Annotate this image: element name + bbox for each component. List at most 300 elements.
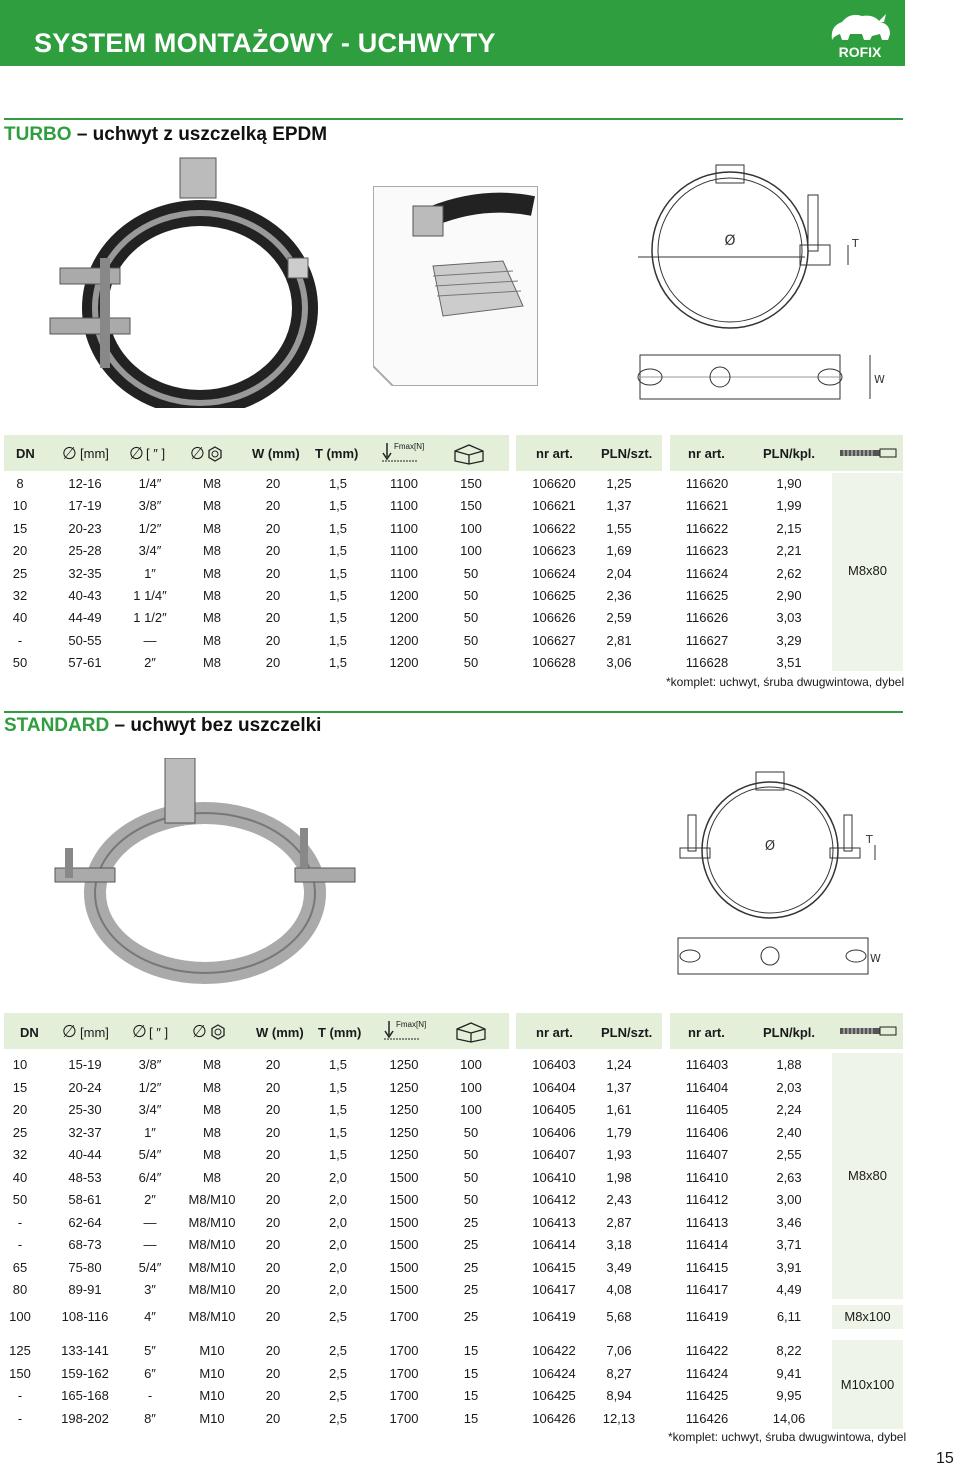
table-cell: 15	[463, 1410, 479, 1426]
table-cell: 2,59	[606, 610, 632, 626]
col-fmax: Fmax[N]	[396, 1020, 427, 1029]
table-cell: 20	[12, 1102, 28, 1117]
table-cell: 20	[265, 1309, 281, 1324]
table-cell: 50	[463, 1147, 479, 1162]
table-cell: 1,5	[328, 655, 348, 671]
table-cell: M8	[202, 1169, 222, 1185]
box-icon	[455, 1021, 487, 1043]
table-cell: 106414	[532, 1237, 576, 1252]
table-cell: M8	[202, 1079, 222, 1095]
table-cell: 100	[460, 1079, 482, 1095]
table-cell: 1/2″	[138, 1079, 162, 1095]
table-cell: 100	[460, 1102, 482, 1117]
table-cell: 3″	[144, 1282, 156, 1297]
standard-technical-drawing	[670, 770, 895, 980]
table-cell: 116407	[685, 1147, 729, 1162]
table-cell: 106622	[532, 520, 576, 536]
turbo-subtitle: – uchwyt z uszczelką EPDM	[71, 124, 328, 145]
table-cell: 1,69	[606, 543, 632, 559]
table-cell: 9,41	[776, 1365, 802, 1381]
table-cell: 15	[463, 1388, 479, 1403]
table-cell: M8/M10	[188, 1237, 236, 1252]
turbo-section-title	[4, 124, 327, 146]
table-cell: 20	[265, 655, 281, 671]
table-cell: 100	[460, 520, 482, 536]
table-cell: 1,61	[606, 1102, 632, 1117]
table-cell: 2,15	[776, 520, 802, 536]
col-w: W (mm)	[252, 446, 300, 461]
table-cell: 116404	[685, 1079, 729, 1095]
table-cell: 1,5	[328, 498, 348, 514]
standard-screw-label-3: M10x100	[840, 1377, 895, 1392]
table-cell: 1200	[389, 588, 419, 603]
table-cell: 89-91	[68, 1282, 102, 1297]
table-cell: 1 1/2″	[133, 610, 167, 626]
table-cell: M8	[202, 655, 222, 671]
col-w: W (mm)	[256, 1025, 304, 1040]
table-cell: 1700	[389, 1309, 419, 1324]
table-cell: 3/8″	[138, 1057, 162, 1072]
table-cell: M8	[202, 632, 222, 648]
table-cell: 25-30	[68, 1102, 102, 1117]
table-cell: -	[17, 632, 23, 648]
table-cell: 2,24	[776, 1102, 802, 1117]
table-cell: 25	[12, 1124, 28, 1140]
table-cell: 2,5	[328, 1410, 348, 1426]
turbo-note: *komplet: uchwyt, śruba dwugwintowa, dybel	[666, 675, 905, 689]
table-cell: 1500	[389, 1259, 419, 1275]
table-cell: 20	[265, 1237, 281, 1252]
table-cell: 1200	[389, 632, 419, 648]
table-cell: 159-162	[61, 1365, 109, 1381]
table-cell: 106425	[532, 1388, 576, 1403]
table-cell: 1100	[390, 543, 418, 559]
table-cell: 3,51	[776, 655, 802, 671]
page-number: 15	[936, 1450, 954, 1467]
table-cell: 20	[265, 498, 281, 514]
table-cell: 1,98	[606, 1169, 632, 1185]
table-cell: 20	[265, 565, 281, 581]
table-cell: 20	[265, 610, 281, 626]
table-cell: 1250	[389, 1102, 419, 1117]
table-cell: 100	[460, 543, 482, 559]
table-cell: M8/M10	[188, 1192, 236, 1207]
col-art: nr art.	[536, 1025, 573, 1040]
standard-clamp-photo	[45, 758, 375, 988]
table-cell: 12-16	[68, 476, 102, 491]
diameter-icon: ∅	[62, 1022, 77, 1041]
page-header	[0, 0, 905, 66]
table-cell: 133-141	[61, 1343, 109, 1358]
table-cell: 106413	[532, 1214, 576, 1230]
table-cell: 116415	[685, 1259, 729, 1275]
table-cell: 150	[460, 498, 482, 514]
table-cell: 116620	[685, 476, 729, 491]
table-cell: 8,27	[606, 1365, 632, 1381]
table-cell: 116406	[685, 1124, 729, 1140]
table-cell: 150	[460, 476, 482, 491]
table-cell: 1,55	[606, 520, 632, 536]
table-cell: 116419	[685, 1309, 729, 1324]
table-cell: 14,06	[772, 1410, 806, 1426]
table-cell: 3/4″	[138, 543, 162, 559]
table-cell: —	[143, 1237, 157, 1252]
table-cell: M8	[202, 498, 222, 514]
table-cell: 1,5	[328, 632, 348, 648]
diameter-icon: ∅	[132, 1022, 147, 1041]
table-cell: 1,99	[776, 498, 802, 514]
col-mm: [mm]	[80, 1025, 109, 1040]
table-cell: 100	[460, 1057, 482, 1072]
col-art: nr art.	[536, 446, 573, 461]
table-cell: 8,22	[776, 1343, 802, 1358]
table-cell: 20	[265, 588, 281, 603]
table-cell: 106410	[532, 1169, 576, 1185]
table-cell: M8	[202, 1124, 222, 1140]
col-art-kpl: nr art.	[688, 1025, 725, 1040]
table-cell: 32-37	[68, 1124, 102, 1140]
table-cell: 1700	[389, 1410, 419, 1426]
table-cell: 65	[12, 1259, 28, 1275]
table-cell: 2,04	[606, 565, 632, 581]
col-inch: [ ″ ]	[149, 1025, 169, 1040]
table-cell: 1250	[389, 1124, 419, 1140]
svg-text:Ø: Ø	[764, 839, 776, 854]
table-cell: 20	[265, 1343, 281, 1358]
table-cell: 9,95	[776, 1388, 802, 1403]
table-cell: 2,87	[606, 1214, 632, 1230]
table-cell: 50	[463, 588, 479, 603]
table-cell: 25	[463, 1309, 479, 1324]
table-cell: 3,46	[776, 1214, 802, 1230]
table-cell: 48-53	[68, 1169, 102, 1185]
table-cell: 1,90	[776, 476, 802, 491]
table-cell: 1,5	[328, 520, 348, 536]
table-cell: 25	[463, 1237, 479, 1252]
table-cell: 15	[463, 1343, 479, 1358]
table-cell: 116410	[685, 1169, 729, 1185]
table-cell: 50	[463, 1192, 479, 1207]
svg-text:T: T	[866, 833, 873, 846]
table-cell: 2,62	[776, 565, 802, 581]
table-cell: 50	[463, 1169, 479, 1185]
table-cell: 50	[463, 655, 479, 671]
page-title: SYSTEM MONTAŻOWY - UCHWYTY	[34, 28, 496, 58]
table-cell: 2,81	[606, 632, 632, 648]
table-cell: 106403	[532, 1057, 576, 1072]
table-cell: 3,06	[606, 655, 632, 671]
table-cell: M8/M10	[188, 1214, 236, 1230]
table-cell: 165-168	[61, 1388, 109, 1403]
table-cell: 1,79	[606, 1124, 632, 1140]
table-cell: 1,5	[328, 1124, 348, 1140]
table-cell: 1/2″	[138, 520, 162, 536]
table-cell: 2,43	[606, 1192, 632, 1207]
table-cell: 20	[265, 543, 281, 559]
table-cell: M8/M10	[188, 1309, 236, 1324]
table-cell: 116622	[685, 520, 729, 536]
turbo-technical-drawing	[630, 155, 895, 410]
table-cell: 6,11	[776, 1309, 802, 1324]
table-cell: 8,94	[606, 1388, 632, 1403]
table-cell: 1250	[389, 1147, 419, 1162]
table-cell: 1100	[390, 476, 418, 491]
table-cell: M10	[199, 1365, 225, 1381]
table-cell: 68-73	[68, 1237, 102, 1252]
table-cell: M8	[202, 476, 222, 491]
table-cell: 1,93	[606, 1147, 632, 1162]
table-cell: 10	[12, 498, 28, 514]
table-cell: 50	[463, 565, 479, 581]
col-pln-szt: PLN/szt.	[601, 1025, 653, 1040]
diameter-icon: ∅	[192, 1022, 207, 1041]
standard-subtitle: – uchwyt bez uszczelki	[109, 715, 322, 736]
svg-text:T: T	[852, 237, 859, 250]
table-cell: M10	[199, 1388, 225, 1403]
nut-icon	[207, 446, 223, 462]
table-cell: 1″	[144, 1124, 156, 1140]
table-cell: 2,36	[606, 588, 632, 603]
standard-note: *komplet: uchwyt, śruba dwugwintowa, dybel	[668, 1430, 907, 1444]
table-cell: 25-28	[68, 543, 102, 559]
table-cell: 116413	[685, 1214, 729, 1230]
table-cell: 5/4″	[138, 1259, 162, 1275]
table-cell: 106422	[532, 1343, 576, 1358]
table-cell: 1700	[389, 1388, 419, 1403]
table-cell: 4″	[144, 1309, 156, 1324]
table-cell: 1100	[390, 498, 418, 514]
table-cell: 3,49	[606, 1259, 632, 1275]
table-cell: 50	[12, 1192, 28, 1207]
table-cell: 116403	[685, 1057, 729, 1072]
table-cell: 50-55	[68, 632, 102, 648]
table-cell: 62-64	[68, 1214, 102, 1230]
col-dn: DN	[20, 1025, 39, 1040]
table-cell: 2,40	[776, 1124, 802, 1140]
table-cell: 1250	[389, 1057, 419, 1072]
table-cell: 116414	[685, 1237, 729, 1252]
col-fmax: Fmax[N]	[394, 442, 425, 451]
table-cell: 5″	[144, 1343, 156, 1358]
table-cell: 100	[9, 1309, 31, 1324]
svg-text:W: W	[874, 373, 885, 386]
table-cell: 20-24	[68, 1079, 102, 1095]
table-cell: 15	[463, 1365, 479, 1381]
col-t: T (mm)	[315, 446, 359, 461]
table-cell: 2,0	[328, 1282, 348, 1297]
table-cell: 1,37	[606, 1079, 632, 1095]
table-cell: M8/M10	[188, 1282, 236, 1297]
col-mm: [mm]	[80, 446, 109, 461]
table-cell: 1100	[390, 565, 418, 581]
table-cell: M8	[202, 610, 222, 626]
table-cell: 106415	[532, 1259, 576, 1275]
table-cell: 15-19	[68, 1057, 102, 1072]
standard-section-title	[4, 715, 321, 737]
table-cell: 50	[463, 1124, 479, 1140]
table-cell: 20	[265, 1169, 281, 1185]
table-cell: 8	[16, 476, 24, 491]
table-cell: 2,0	[328, 1259, 348, 1275]
table-cell: 106626	[532, 610, 576, 626]
svg-text:Ø: Ø	[724, 233, 736, 249]
standard-screw-label-2: M8x100	[844, 1309, 891, 1324]
table-cell: M8	[202, 1102, 222, 1117]
table-cell: 20-23	[68, 520, 102, 536]
table-cell: M8	[202, 565, 222, 581]
table-cell: 106406	[532, 1124, 576, 1140]
screw-icon	[838, 447, 898, 459]
table-cell: 1700	[389, 1343, 419, 1358]
table-cell: 116417	[685, 1282, 729, 1297]
table-cell: 1,5	[328, 1057, 348, 1072]
table-cell: —	[143, 1214, 157, 1230]
table-cell: 125	[9, 1343, 31, 1358]
col-dn: DN	[16, 446, 35, 461]
table-cell: 10	[12, 1057, 28, 1072]
table-cell: 3,91	[776, 1259, 802, 1275]
table-cell: 32	[12, 1147, 28, 1162]
table-cell: 1,37	[606, 498, 632, 514]
table-cell: 3,03	[776, 610, 802, 626]
table-cell: 32	[12, 588, 28, 603]
table-cell: 116426	[685, 1410, 729, 1426]
table-cell: 80	[12, 1282, 28, 1297]
table-cell: 1,5	[328, 1079, 348, 1095]
table-cell: 2,63	[776, 1169, 802, 1185]
turbo-detail-photo	[373, 186, 538, 386]
section-divider	[4, 711, 903, 713]
table-cell: M10	[199, 1343, 225, 1358]
table-cell: 106417	[532, 1282, 576, 1297]
table-cell: 106412	[532, 1192, 576, 1207]
table-cell: 2,0	[328, 1169, 348, 1185]
col-art-kpl: nr art.	[688, 446, 725, 461]
table-cell: 20	[265, 1057, 281, 1072]
table-cell: 15	[12, 1079, 28, 1095]
table-cell: 116626	[685, 610, 729, 626]
table-cell: -	[17, 1388, 23, 1403]
table-cell: 20	[265, 1410, 281, 1426]
table-cell: 1100	[390, 520, 418, 536]
table-cell: 3,18	[606, 1237, 632, 1252]
table-cell: 20	[265, 1147, 281, 1162]
table-cell: 44-49	[68, 610, 102, 626]
table-cell: 1/4″	[138, 476, 162, 491]
table-cell: 2,0	[328, 1192, 348, 1207]
turbo-header-row	[0, 435, 960, 471]
table-cell: 116625	[685, 588, 729, 603]
screw-icon	[838, 1025, 898, 1037]
table-cell: 106624	[532, 565, 576, 581]
table-cell: 1,5	[328, 565, 348, 581]
table-cell: 2″	[144, 1192, 156, 1207]
table-cell: 2,5	[328, 1388, 348, 1403]
table-cell: 1200	[389, 655, 419, 671]
table-cell: 25	[463, 1214, 479, 1230]
table-cell: 40	[12, 610, 28, 626]
table-cell: 1″	[144, 565, 156, 581]
table-cell: 1200	[389, 610, 419, 626]
table-cell: 5,68	[606, 1309, 632, 1324]
table-cell: 1700	[389, 1365, 419, 1381]
table-cell: M8	[202, 1057, 222, 1072]
table-cell: 40-44	[68, 1147, 102, 1162]
table-cell: 1,5	[328, 543, 348, 559]
table-cell: 7,06	[606, 1343, 632, 1358]
table-cell: 6/4″	[138, 1169, 162, 1185]
table-cell: 58-61	[68, 1192, 102, 1207]
table-cell: 3/4″	[138, 1102, 162, 1117]
table-cell: 2,5	[328, 1343, 348, 1358]
table-cell: 116425	[685, 1388, 729, 1403]
table-cell: M10	[199, 1410, 225, 1426]
table-cell: 1,5	[328, 476, 348, 491]
table-cell: 1,24	[606, 1057, 632, 1072]
table-cell: 1500	[389, 1192, 419, 1207]
table-cell: 20	[265, 1282, 281, 1297]
table-cell: 6″	[144, 1365, 156, 1381]
table-cell: 1 1/4″	[133, 588, 167, 603]
table-cell: 17-19	[68, 498, 102, 514]
table-cell: 2,5	[328, 1309, 348, 1324]
table-cell: 106404	[532, 1079, 576, 1095]
table-cell: 3/8″	[138, 498, 162, 514]
table-cell: 1,25	[606, 476, 632, 491]
table-cell: 1,5	[328, 610, 348, 626]
table-cell: 25	[463, 1282, 479, 1297]
section-divider	[4, 118, 903, 120]
rhino-icon	[822, 6, 898, 46]
col-pln-kpl: PLN/kpl.	[763, 446, 816, 461]
table-cell: 106405	[532, 1102, 576, 1117]
table-cell: 25	[463, 1259, 479, 1275]
table-cell: 198-202	[61, 1410, 109, 1426]
col-inch: [ ″ ]	[146, 446, 166, 461]
standard-header-row	[0, 1013, 960, 1049]
table-cell: 1,5	[328, 1102, 348, 1117]
table-cell: 20	[265, 1079, 281, 1095]
table-cell: 25	[12, 565, 28, 581]
logo-text: ROFIX	[838, 44, 882, 60]
table-cell: M8	[202, 543, 222, 559]
nut-icon	[210, 1024, 226, 1040]
table-cell: 1,5	[328, 1147, 348, 1162]
table-cell: 32-35	[68, 565, 102, 581]
table-cell: 150	[9, 1365, 31, 1381]
table-cell: 20	[265, 1124, 281, 1140]
table-cell: 2,21	[776, 543, 802, 559]
table-cell: 116405	[685, 1102, 729, 1117]
table-cell: M8	[202, 520, 222, 536]
table-cell: 3,00	[776, 1192, 802, 1207]
standard-brand: STANDARD	[4, 715, 110, 736]
table-cell: 116623	[685, 543, 729, 559]
table-cell: 2,5	[328, 1365, 348, 1381]
table-cell: 20	[265, 632, 281, 648]
diameter-icon: ∅	[190, 444, 205, 463]
table-cell: 20	[265, 1365, 281, 1381]
table-cell: 20	[265, 520, 281, 536]
table-cell: 116412	[685, 1192, 729, 1207]
table-cell: 20	[265, 476, 281, 491]
table-cell: 15	[12, 520, 28, 536]
table-cell: 1500	[389, 1237, 419, 1252]
table-cell: -	[17, 1410, 23, 1426]
table-cell: 50	[463, 610, 479, 626]
table-cell: 50	[12, 655, 28, 671]
table-cell: 3,71	[776, 1237, 802, 1252]
